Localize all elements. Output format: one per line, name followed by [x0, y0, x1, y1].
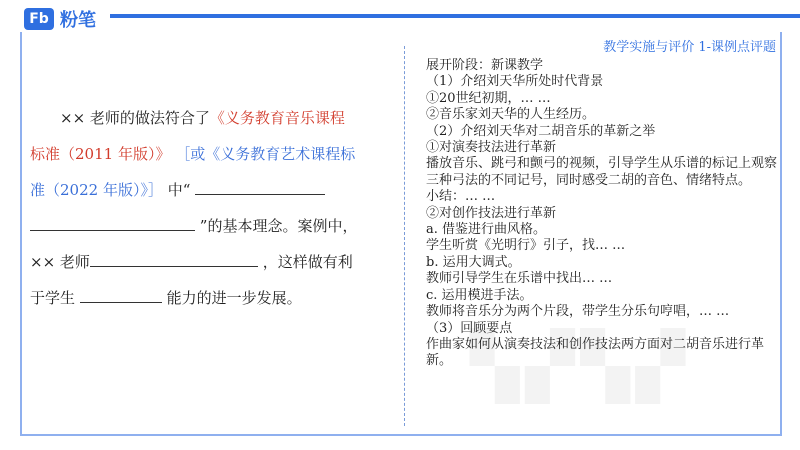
blank-1a	[195, 176, 325, 195]
case-line: （3）回顾要点	[426, 320, 513, 336]
column-divider	[404, 46, 405, 426]
case-line: （1）介绍刘天华所处时代背景	[426, 74, 604, 90]
header-accent-line	[110, 14, 800, 18]
case-line: 作曲家如何从演奏技法和创作技法两方面对二胡音乐进行革新。	[426, 336, 765, 369]
q-line6-a: 于学生	[30, 289, 76, 307]
case-line: ②对创作技法进行革新	[426, 205, 557, 221]
question-text	[30, 100, 390, 316]
q-line5-a: ×× 老师	[30, 253, 90, 271]
q-standard-2011-part1: 《义务教育音乐课程	[209, 109, 345, 127]
q-standard-2022-part1: ［或《义务教育艺术课程标	[175, 145, 356, 163]
q-line1-a: ×× 老师的做法符合了	[60, 109, 210, 127]
case-line: b. 运用大调式。	[426, 254, 521, 270]
case-line: 学生听赏《光明行》引子，找… …	[426, 238, 626, 254]
q-line5-b: ，这样做有利	[262, 253, 353, 271]
logo-mark: Fb	[24, 8, 54, 30]
case-line: 教师将音乐分为两个片段，带学生分乐句哼唱，… …	[426, 304, 730, 320]
case-line: ②音乐家刘天华的人生经历。	[426, 107, 596, 123]
case-line: ①20世纪初期，… …	[426, 90, 551, 106]
case-line: ①对演奏技法进行革新	[426, 140, 557, 156]
top-bar	[0, 0, 800, 36]
blank-3	[80, 284, 162, 303]
q-standard-2011-part2: 标准（2011 年版）》	[30, 145, 171, 163]
q-line6-b: 能力的进一步发展。	[166, 289, 302, 307]
logo-text: 粉笔	[60, 10, 96, 31]
q-standard-2022-part2: 准（2022 年版）》］	[30, 181, 163, 199]
course-title: 教学实施与评价 1-课例点评题	[603, 40, 776, 55]
q-line3-b: 中“	[167, 181, 191, 199]
case-line: 小结：… …	[426, 189, 496, 205]
case-line: c. 运用模进手法。	[426, 287, 533, 303]
case-line: 播放音乐、跳弓和颤弓的视频，引导学生从乐谱的标记上观察三种弓法的不同记号，同时感受二胡的音色、情绪特点。	[426, 156, 778, 188]
case-line: a. 借鉴进行曲风格。	[426, 222, 547, 238]
lesson-case-text	[426, 58, 786, 370]
case-line: 展开阶段：新课教学	[426, 58, 544, 73]
blank-2	[90, 248, 258, 267]
case-line: 教师引导学生在乐谱中找出… …	[426, 271, 613, 287]
case-line: （2）介绍刘天华对二胡音乐的革新之举	[426, 123, 656, 139]
blank-1b	[30, 212, 195, 231]
brand-logo	[24, 6, 96, 32]
q-line4: ”的基本理念。案例中，	[199, 217, 358, 235]
